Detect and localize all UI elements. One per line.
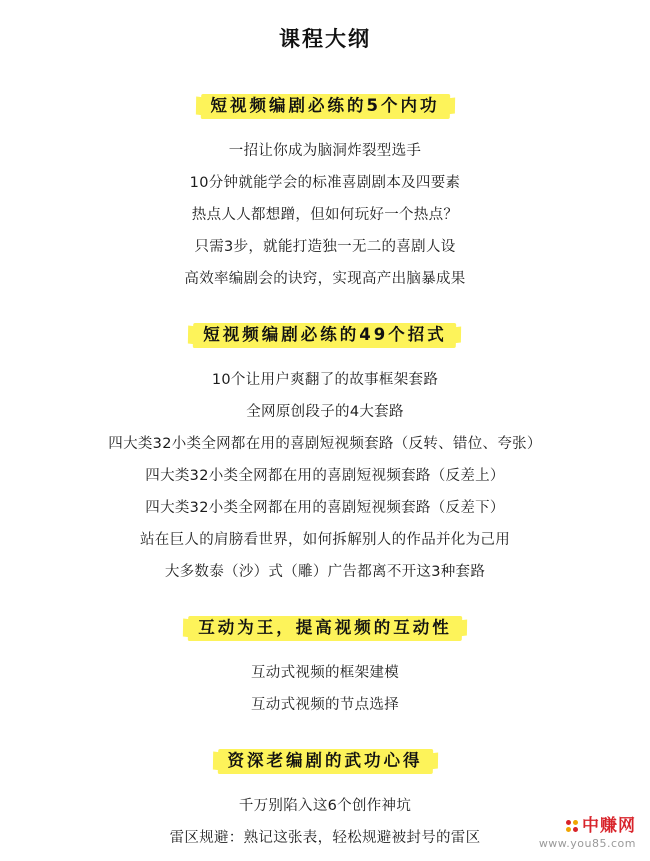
section-heading-wrapper [0,614,650,643]
page-title: 课程大纲 [279,27,371,51]
list-item: 10分钟就能学会的标准喜剧剧本及四要素 [189,175,461,191]
section-heading [218,747,433,776]
list-item: 千万别陷入这6个创作神坑 [238,798,412,814]
section-heading [193,321,456,350]
section-heading [201,92,450,121]
section-spacer [0,727,650,747]
section-heading-text: 互动为王，提高视频的互动性 [198,618,452,637]
outline-section [0,321,650,588]
list-item: 热点人人都想蹭，但如何玩好一个热点？ [191,207,459,223]
list-item: 雷区规避：熟记这张表，轻松规避被封号的雷区 [169,830,481,846]
section-heading-wrapper [0,92,650,121]
list-item: 全网原创段子的4大套路 [246,404,404,420]
list-item: 四大类32小类全网都在用的喜剧短视频套路（反转、错位、夸张） [108,436,542,452]
list-item: 四大类32小类全网都在用的喜剧短视频套路（反差上） [145,468,505,484]
list-item: 高效率编剧会的诀窍，实现高产出脑暴成果 [184,271,466,287]
watermark-brand [539,817,636,837]
list-item: 一招让你成为脑洞炸裂型选手 [228,143,422,159]
section-heading-text: 短视频编剧必练的5个内功 [210,96,440,115]
section-spacer [0,301,650,321]
outline-section [0,92,650,295]
watermark-url: www.you85.com [538,837,636,851]
section-heading-wrapper [0,321,650,350]
watermark [539,817,636,851]
section-spacer [0,594,650,614]
outline-section [0,614,650,721]
section-heading [188,614,462,643]
four-dots-logo-icon [566,820,579,833]
section-heading-text: 短视频编剧必练的49个招式 [203,325,447,344]
list-item: 四大类32小类全网都在用的喜剧短视频套路（反差下） [145,500,505,516]
section-heading-wrapper [0,747,650,776]
watermark-brand-text: 中赚网 [582,815,636,836]
list-item: 互动式视频的框架建模 [251,665,399,681]
section-heading-text: 资深老编剧的武功心得 [227,751,423,770]
outline-content [0,92,650,854]
list-item: 互动式视频的节点选择 [251,697,399,713]
list-item: 大多数泰（沙）式（雕）广告都离不开这3种套路 [164,564,486,580]
list-item: 10个让用户爽翻了的故事框架套路 [211,372,439,388]
list-item: 站在巨人的肩膀看世界，如何拆解别人的作品并化为己用 [140,532,510,548]
list-item: 只需3步，就能打造独一无二的喜剧人设 [194,239,456,255]
